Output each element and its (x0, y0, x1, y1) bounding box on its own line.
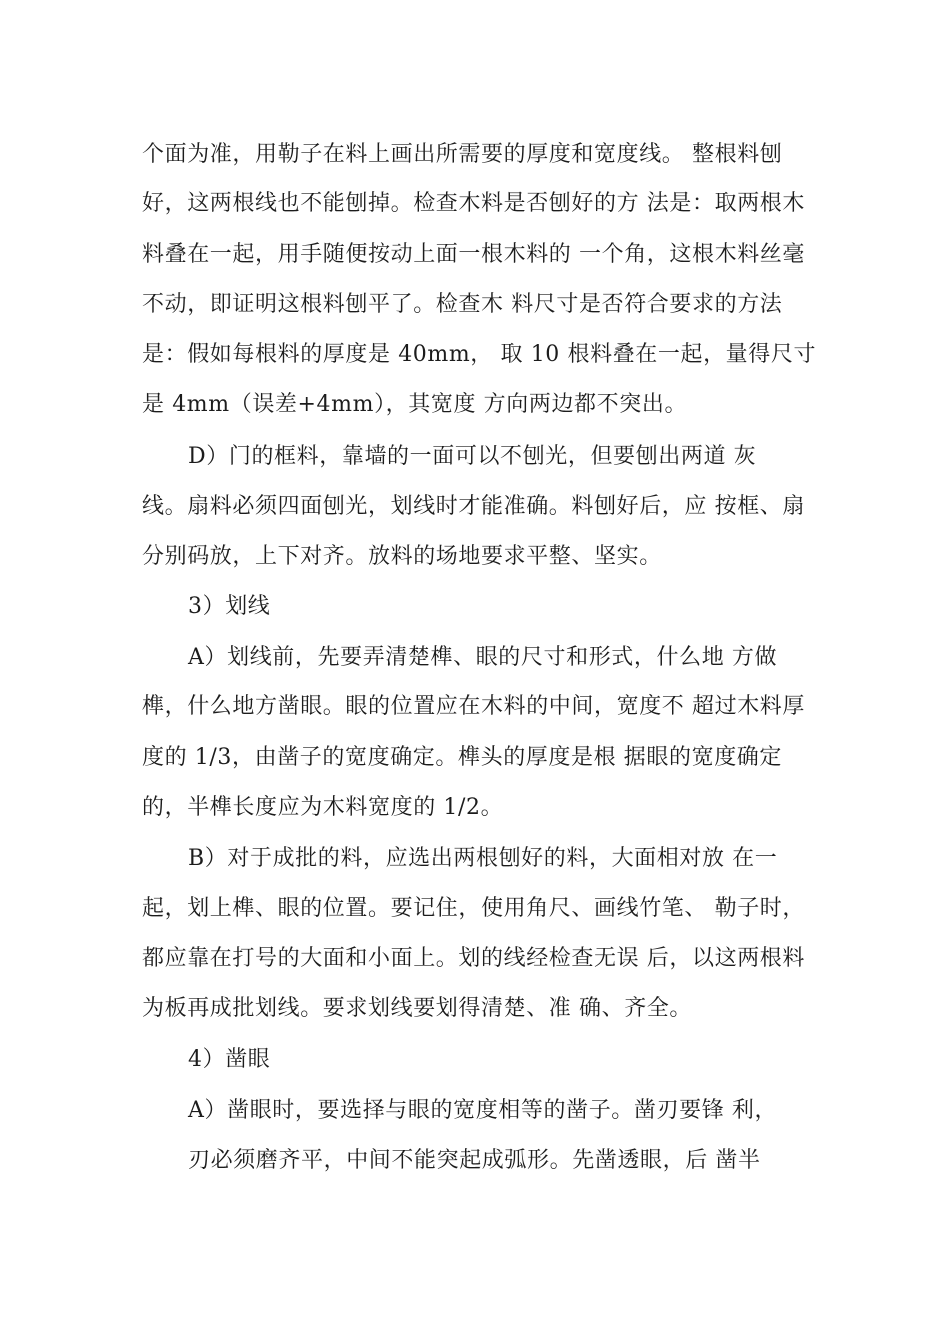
text-line: 线。扇料必须四面刨光，划线时才能准确。料刨好后，应 按框、扇 (142, 494, 805, 519)
paragraph-first-line: B）对于成批的料，应选出两根刨好的料，大面相对放 在一 (188, 846, 778, 871)
text-line: 刃必须磨齐平，中间不能突起成弧形。先凿透眼，后 凿半 (188, 1148, 761, 1173)
paragraph-first-line: D）门的框料，靠墙的一面可以不刨光，但要刨出两道 灰 (188, 444, 757, 469)
text-line: 好，这两根线也不能刨掉。检查木料是否刨好的方 法是：取两根木 (142, 191, 805, 216)
text-line: 榫，什么地方凿眼。眼的位置应在木料的中间，宽度不 超过木料厚 (142, 694, 805, 719)
text-line: 料叠在一起，用手随便按动上面一根木料的 一个角，这根木料丝毫 (142, 242, 805, 267)
text-line: 度的 1/3，由凿子的宽度确定。榫头的厚度是根 据眼的宽度确定 (142, 745, 782, 770)
text-line: 都应靠在打号的大面和小面上。划的线经检查无误 后，以这两根料 (142, 946, 805, 971)
section-heading: 4）凿眼 (188, 1047, 271, 1072)
text-line: 是：假如每根料的厚度是 40mm， 取 10 根料叠在一起，量得尺寸 (142, 342, 817, 367)
text-line: 个面为准，用勒子在料上画出所需要的厚度和宽度线。 整根料刨 (142, 142, 783, 167)
text-line: 分别码放，上下对齐。放料的场地要求平整、坚实。 (142, 544, 662, 569)
section-heading: 3）划线 (188, 594, 271, 619)
text-line: 起，划上榫、眼的位置。要记住，使用角尺、画线竹笔、 勒子时， (142, 896, 805, 921)
paragraph-first-line: A）划线前，先要弄清楚榫、眼的尺寸和形式，什么地 方做 (188, 645, 778, 670)
text-line: 的，半榫长度应为木料宽度的 1/2。 (142, 795, 504, 820)
text-line: 是 4mm（误差+4mm），其宽度 方向两边都不突出。 (142, 392, 688, 417)
paragraph-first-line: A）凿眼时，要选择与眼的宽度相等的凿子。凿刃要锋 利， (188, 1098, 778, 1123)
text-line: 为板再成批划线。要求划线要划得清楚、准 确、齐全。 (142, 996, 692, 1021)
text-line: 不动，即证明这根料刨平了。检查木 料尺寸是否符合要求的方法 (142, 292, 783, 317)
